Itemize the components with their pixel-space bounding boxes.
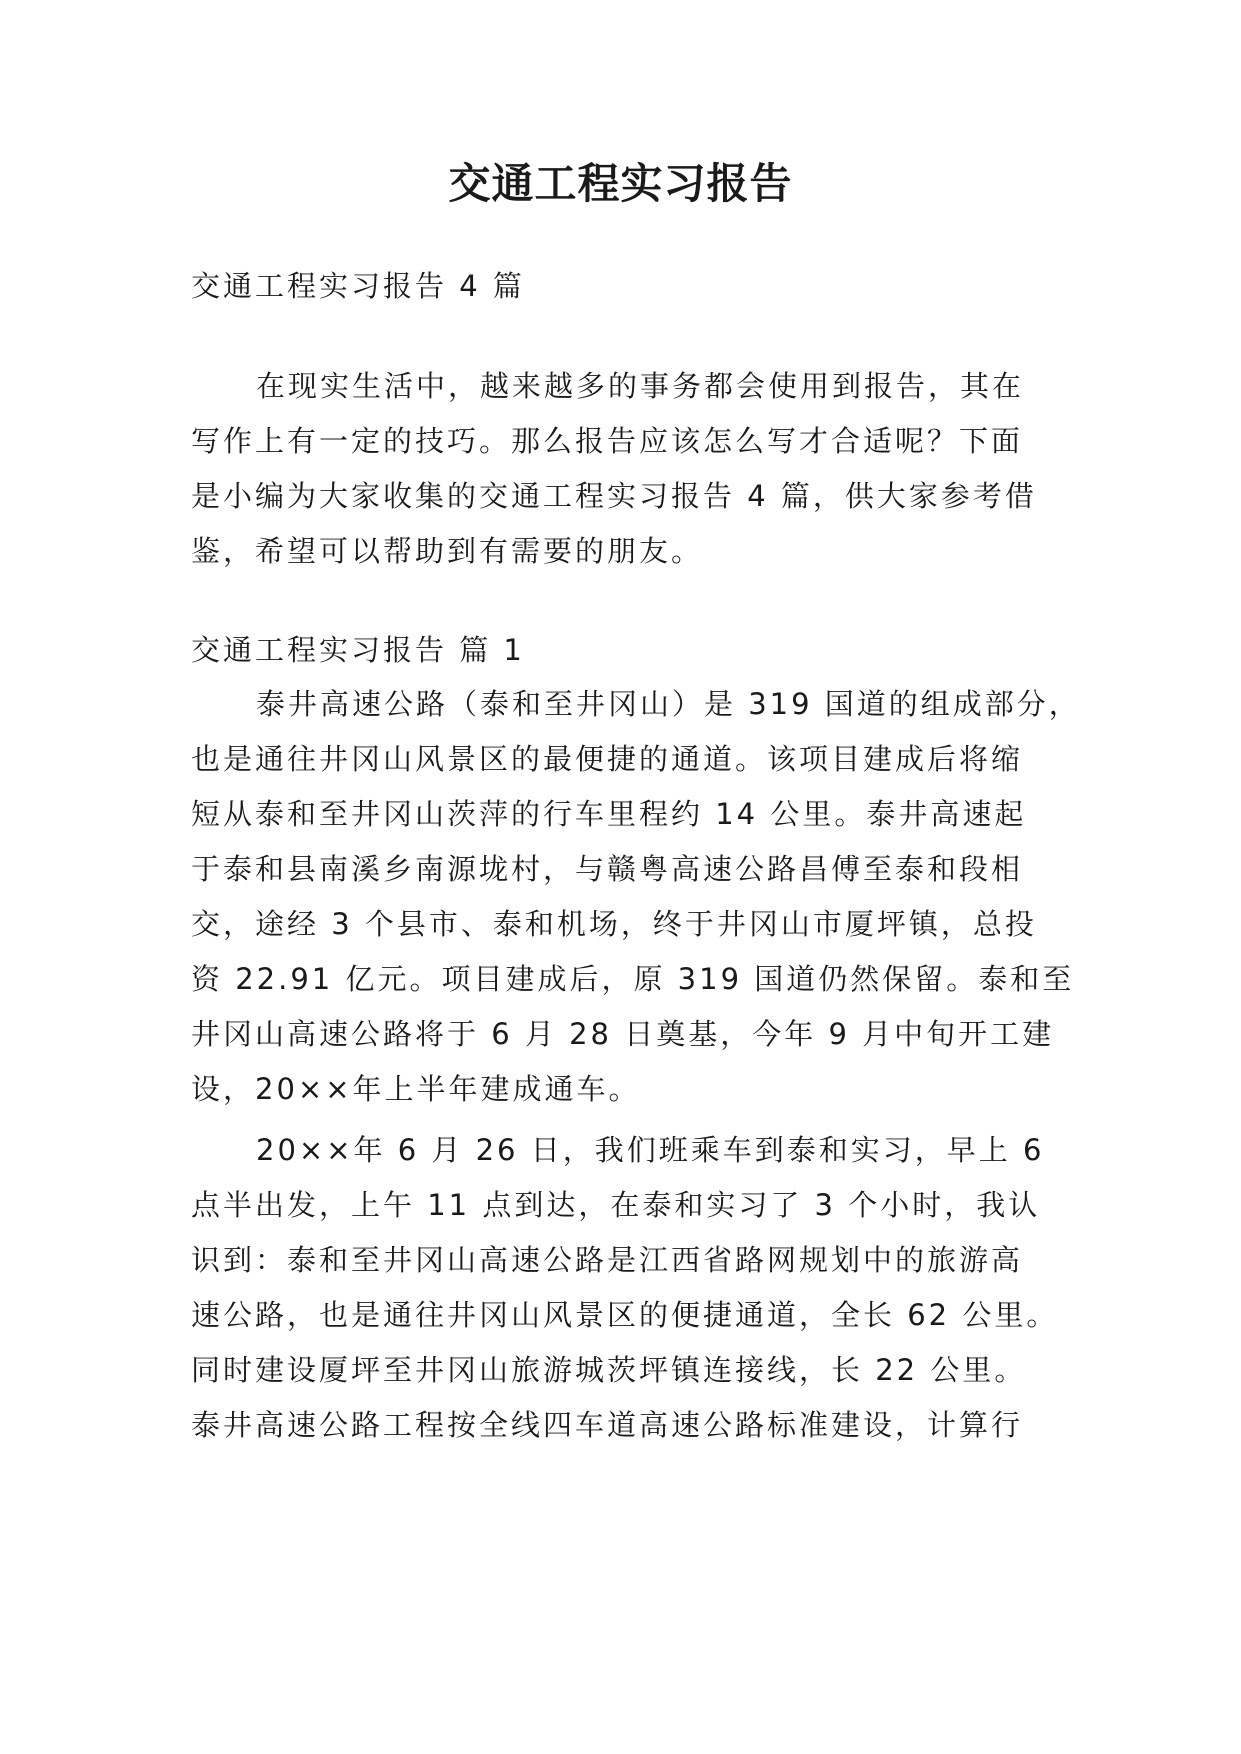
para1-line: 短从泰和至井冈山茨萍的行车里程约 14 公里。泰井高速起: [191, 797, 1027, 831]
para1-line: 于泰和县南溪乡南源垅村，与赣粤高速公路昌傅至泰和段相: [191, 852, 1024, 886]
intro-line: 在现实生活中，越来越多的事务都会使用到报告，其在: [256, 369, 1025, 403]
para2-line: 点半出发，上午 11 点到达，在泰和实习了 3 个小时，我认: [191, 1188, 1041, 1222]
para1-line: 交，途经 3 个县市、泰和机场，终于井冈山市厦坪镇，总投: [191, 907, 1037, 941]
para2-line: 识到：泰和至井冈山高速公路是江西省路网规划中的旅游高: [191, 1243, 1024, 1277]
intro-line: 是小编为大家收集的交通工程实习报告 4 篇，供大家参考借: [191, 479, 1037, 513]
para2-line: 20××年 6 月 26 日，我们班乘车到泰和实习，早上 6: [256, 1133, 1045, 1167]
para1-line: 设，20××年上半年建成通车。: [191, 1072, 641, 1106]
para2-line: 速公路，也是通往井冈山风景区的便捷通道，全长 62 公里。: [191, 1298, 1059, 1332]
para2-line: 泰井高速公路工程按全线四车道高速公路标准建设，计算行: [191, 1408, 1024, 1442]
document-subtitle: 交通工程实习报告 4 篇: [191, 269, 525, 303]
section-heading: 交通工程实习报告 篇 1: [191, 633, 525, 667]
intro-line: 鉴，希望可以帮助到有需要的朋友。: [191, 534, 704, 568]
para1-line: 泰井高速公路（泰和至井冈山）是 319 国道的组成部分，: [256, 687, 1081, 721]
para1-line: 资 22.91 亿元。项目建成后，原 319 国道仍然保留。泰和至: [191, 962, 1075, 996]
para1-line: 也是通往井冈山风景区的最便捷的通道。该项目建成后将缩: [191, 742, 1024, 776]
para2-line: 同时建设厦坪至井冈山旅游城茨坪镇连接线，长 22 公里。: [191, 1353, 1027, 1387]
intro-line: 写作上有一定的技巧。那么报告应该怎么写才合适呢？下面: [191, 424, 1024, 458]
para1-line: 井冈山高速公路将于 6 月 28 日奠基，今年 9 月中旬开工建: [191, 1017, 1055, 1051]
document-title: 交通工程实习报告: [448, 159, 793, 208]
